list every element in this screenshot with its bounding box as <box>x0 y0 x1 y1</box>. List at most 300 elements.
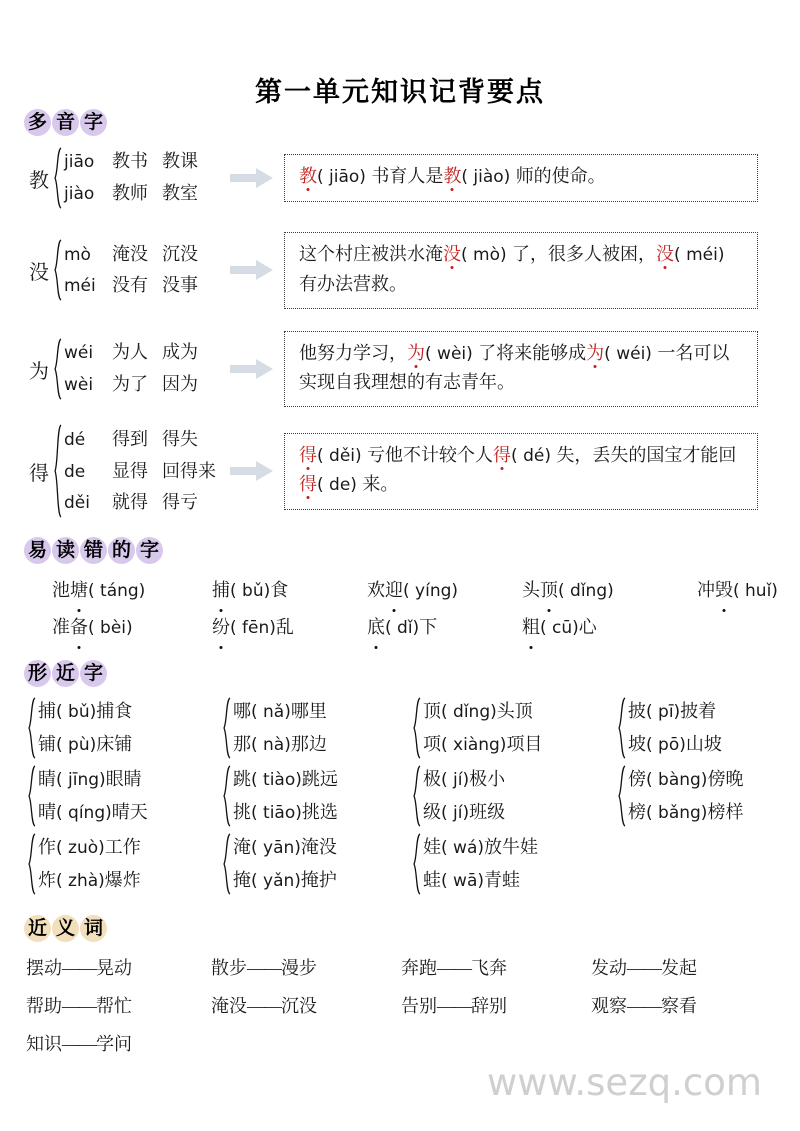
highlight-char: 为 <box>407 342 425 363</box>
jinyici-row <box>26 950 782 988</box>
word-prefix: 冲 <box>697 580 715 601</box>
word-suffix: 乱 <box>275 617 294 638</box>
sentence-text: 他努力学习， <box>299 342 407 363</box>
synonym-left: 摆动 <box>26 958 62 978</box>
synonym-right: 帮忙 <box>96 996 132 1016</box>
dash-separator: —— <box>62 958 96 978</box>
jinyici-header-char: 近 <box>24 915 51 942</box>
yiducuo-item <box>52 609 133 646</box>
duoyinzi-entry <box>0 232 800 309</box>
duoyinzi-line <box>64 239 198 271</box>
word-suffix: 心 <box>578 617 597 638</box>
synonym-right: 辞别 <box>471 996 507 1016</box>
duoyinzi-char: 为 <box>29 360 49 383</box>
xingjinzi-pair <box>411 763 616 829</box>
jinyici-header-char: 义 <box>52 915 79 942</box>
yiducuo-item <box>697 572 778 609</box>
example-word: 得亏 <box>162 492 198 513</box>
section-header-xingjinzi <box>0 660 800 687</box>
jinyici-row <box>26 988 782 1026</box>
xingjinzi-lines <box>38 831 141 897</box>
example-word: 哪里 <box>290 701 327 722</box>
section-header-yiducuo <box>0 537 800 564</box>
duoyinzi-header-char: 音 <box>52 109 79 136</box>
example-word: 教书 <box>112 151 148 172</box>
character: 顶 <box>423 701 441 722</box>
yiducuo-header-char: 字 <box>136 537 163 564</box>
example-word: 眼睛 <box>105 769 142 790</box>
synonym-pair <box>591 988 697 1026</box>
duoyinzi-entry-left <box>26 146 226 210</box>
character: 炸 <box>38 870 56 891</box>
brace-icon <box>52 337 64 401</box>
pinyin: ( zuò) <box>56 838 105 859</box>
duoyinzi-entry <box>0 146 800 210</box>
xingjinzi-lines <box>233 831 337 897</box>
xingjinzi-pair <box>411 831 616 897</box>
dash-separator: —— <box>437 996 471 1016</box>
yiducuo-header-char: 易 <box>24 537 51 564</box>
word-prefix: 头 <box>522 580 540 601</box>
example-word: 头顶 <box>496 701 533 722</box>
duoyinzi-line <box>64 487 216 519</box>
brace-icon <box>616 764 628 828</box>
dash-separator: —— <box>627 958 661 978</box>
character: 那 <box>233 734 251 755</box>
character: 捕 <box>38 701 56 722</box>
xingjinzi-item <box>233 831 337 864</box>
pinyin: ( wèi) <box>425 343 479 364</box>
xingjinzi-item <box>233 695 327 728</box>
example-word: 跳远 <box>301 769 338 790</box>
dash-separator: —— <box>62 1034 96 1054</box>
pinyin: ( nǎ) <box>251 702 291 723</box>
example-word: 榜样 <box>707 802 744 823</box>
duoyinzi-char: 教 <box>29 169 49 192</box>
dash-separator: —— <box>62 996 96 1016</box>
character: 披 <box>628 701 646 722</box>
pinyin: ( yān) <box>251 838 301 859</box>
example-sentence-box <box>284 232 758 309</box>
character: 蛙 <box>423 870 441 891</box>
character: 跳 <box>233 769 251 790</box>
yiducuo-header-char: 的 <box>108 537 135 564</box>
synonym-pair <box>26 988 132 1026</box>
xingjinzi-column <box>26 695 221 899</box>
sentence-text: 失，丢失的国宝才能回 <box>556 444 737 465</box>
character: 傍 <box>628 769 646 790</box>
brace-icon <box>26 696 38 760</box>
pinyin: ( zhà) <box>56 871 105 892</box>
synonym-pair <box>211 988 317 1026</box>
sentence-text: 了将来能够成 <box>478 342 587 363</box>
xingjinzi-lines <box>233 695 327 761</box>
pinyin: wèi <box>64 375 94 396</box>
duoyinzi-line <box>64 337 198 369</box>
brace-icon <box>411 696 423 760</box>
example-word: 极小 <box>469 769 506 790</box>
brace-icon <box>52 238 64 302</box>
pinyin: ( pō) <box>646 735 686 756</box>
brace-icon <box>52 423 64 519</box>
dash-separator: —— <box>437 958 471 978</box>
yiducuo-item <box>522 609 597 646</box>
arrow-right-icon <box>226 168 278 188</box>
synonym-right: 漫步 <box>281 958 317 978</box>
character: 晴 <box>38 802 56 823</box>
xingjinzi-item <box>628 763 743 796</box>
xingjinzi-pair <box>26 831 221 897</box>
arrow-right-icon <box>226 461 278 481</box>
xingjinzi-item <box>38 695 132 728</box>
xingjinzi-body <box>0 695 800 899</box>
pinyin: ( tiāo) <box>251 803 302 824</box>
page-title: 第一单元知识记背要点 <box>255 77 545 108</box>
sentence-text: 师的使命。 <box>515 166 606 187</box>
xingjinzi-lines <box>38 695 132 761</box>
xingjinzi-pair <box>616 763 796 829</box>
xingjinzi-header-char: 形 <box>24 660 51 687</box>
pinyin: ( dǐng) <box>441 702 497 723</box>
duoyinzi-header-char: 字 <box>80 109 107 136</box>
pinyin: jiāo <box>64 152 95 173</box>
character: 极 <box>423 769 441 790</box>
xingjinzi-item <box>38 728 132 761</box>
example-word: 教师 <box>112 183 148 203</box>
sentence-text: 有办法营救。 <box>299 273 407 294</box>
xingjinzi-column <box>411 695 616 899</box>
highlight-char: 为 <box>586 342 605 363</box>
xingjinzi-column <box>616 695 796 899</box>
character: 级 <box>423 802 441 823</box>
character: 娃 <box>423 837 441 858</box>
character: 铺 <box>38 734 56 755</box>
xingjinzi-item <box>233 728 327 761</box>
xingjinzi-lines <box>628 763 743 829</box>
xingjinzi-item <box>423 831 538 864</box>
xingjinzi-pair <box>221 763 411 829</box>
marked-char: 塘 <box>70 572 88 609</box>
yiducuo-header-char: 读 <box>52 537 79 564</box>
duoyinzi-char: 得 <box>29 462 49 485</box>
brace-icon <box>616 696 628 760</box>
brace-icon <box>411 764 423 828</box>
pinyin: ( dé) <box>511 445 557 466</box>
dash-separator: —— <box>627 996 661 1016</box>
synonym-left: 散步 <box>211 958 247 978</box>
highlight-char: 得 <box>299 474 317 495</box>
pinyin: ( qíng) <box>56 803 112 824</box>
xingjinzi-item <box>233 763 338 796</box>
example-sentence-box <box>284 433 758 510</box>
duoyinzi-entry <box>0 331 800 408</box>
sentence-text: 书育人是 <box>371 166 444 187</box>
duoyinzi-lines <box>64 239 198 303</box>
sentence-text: 来。 <box>362 474 399 495</box>
synonym-right: 沉没 <box>281 996 317 1016</box>
example-word: 没事 <box>162 275 198 296</box>
xingjinzi-item <box>628 796 743 829</box>
synonym-right: 发起 <box>661 958 697 978</box>
example-word: 为人 <box>112 342 148 363</box>
marked-char: 捕 <box>212 572 230 609</box>
synonym-left: 知识 <box>26 1034 62 1054</box>
pinyin: ( bǔ) <box>56 702 97 723</box>
synonym-left: 淹没 <box>211 996 247 1016</box>
duoyinzi-lines <box>64 424 216 519</box>
pinyin: ( pī) <box>646 702 681 723</box>
xingjinzi-lines <box>233 763 338 829</box>
yiducuo-body <box>0 572 800 646</box>
pinyin: mò <box>64 244 91 265</box>
pinyin: ( jiào) <box>461 167 516 188</box>
example-word: 为了 <box>112 374 148 395</box>
example-word: 淹没 <box>112 243 148 264</box>
xingjinzi-header-char: 近 <box>52 660 79 687</box>
duoyinzi-line <box>64 424 216 456</box>
pinyin: ( pù) <box>56 735 97 756</box>
jinyici-body <box>0 950 800 1064</box>
yiducuo-item <box>52 572 145 609</box>
xingjinzi-column <box>221 695 411 899</box>
synonym-left: 奔跑 <box>401 958 437 978</box>
pinyin: de <box>64 461 86 482</box>
pinyin: dé <box>64 429 86 450</box>
character: 坡 <box>628 734 646 755</box>
yiducuo-row <box>26 609 782 646</box>
pinyin: ( wéi) <box>604 343 658 364</box>
duoyinzi-line <box>64 270 198 302</box>
pinyin: ( fēn) <box>230 618 276 639</box>
xingjinzi-lines <box>423 695 542 761</box>
example-word: 捕食 <box>96 701 133 722</box>
pinyin: ( bǎng) <box>646 803 708 824</box>
jinyici-header-char: 词 <box>80 915 107 942</box>
example-word: 因为 <box>162 374 198 395</box>
xingjinzi-pair <box>411 695 616 761</box>
xingjinzi-header-char: 字 <box>80 660 107 687</box>
dash-separator: —— <box>247 958 281 978</box>
pinyin: ( jīng) <box>56 770 106 791</box>
pinyin: děi <box>64 493 90 514</box>
word-prefix: 池 <box>52 580 70 601</box>
word-suffix: 下 <box>419 617 438 638</box>
example-word: 得失 <box>162 428 198 449</box>
section-header-jinyici <box>0 915 800 942</box>
watermark: www.sezq.com <box>487 1061 762 1104</box>
marked-char: 顶 <box>540 572 558 609</box>
duoyinzi-char: 没 <box>29 261 49 284</box>
synonym-right: 学问 <box>96 1034 132 1054</box>
brace-icon <box>26 764 38 828</box>
synonym-right: 飞奔 <box>471 958 507 978</box>
word-suffix: 食 <box>270 580 289 601</box>
yiducuo-item <box>212 572 288 609</box>
xingjinzi-pair <box>26 695 221 761</box>
character: 睛 <box>38 769 56 790</box>
xingjinzi-item <box>38 831 141 864</box>
pinyin: ( bǔ) <box>230 581 271 602</box>
duoyinzi-entry-left <box>26 337 226 401</box>
synonym-right: 晃动 <box>96 958 132 978</box>
example-word: 成为 <box>162 342 198 363</box>
sentence-text: 这个村庄被洪水淹 <box>299 244 443 264</box>
xingjinzi-lines <box>423 763 505 829</box>
word-prefix: 欢 <box>367 580 385 601</box>
example-word: 教室 <box>162 183 198 203</box>
xingjinzi-pair <box>616 695 796 761</box>
arrow-right-icon <box>226 260 278 280</box>
marked-char: 粗 <box>522 609 540 646</box>
example-word: 山坡 <box>685 734 722 755</box>
yiducuo-item <box>367 572 458 609</box>
highlight-char: 得 <box>493 444 512 465</box>
dash-separator: —— <box>247 996 281 1016</box>
xingjinzi-item <box>423 695 542 728</box>
synonym-left: 帮助 <box>26 996 62 1016</box>
xingjinzi-item <box>423 763 505 796</box>
example-word: 傍晚 <box>707 769 744 790</box>
sentence-text: 了，很多人被困， <box>512 244 657 264</box>
xingjinzi-columns <box>26 695 782 899</box>
brace-icon <box>221 696 233 760</box>
marked-char: 迎 <box>385 572 403 609</box>
marked-char: 底 <box>367 609 385 646</box>
character: 项 <box>423 734 441 755</box>
xingjinzi-lines <box>628 695 722 761</box>
character: 哪 <box>233 701 251 722</box>
xingjinzi-item <box>233 796 338 829</box>
section-header-duoyinzi <box>0 109 800 136</box>
example-word: 青蛙 <box>484 870 520 891</box>
duoyinzi-line <box>64 456 216 488</box>
duoyinzi-entry-left <box>26 423 226 519</box>
example-word: 教课 <box>162 151 198 172</box>
duoyinzi-body <box>0 146 800 519</box>
example-word: 显得 <box>112 460 148 481</box>
brace-icon <box>52 146 64 210</box>
synonym-pair <box>26 950 132 988</box>
pinyin: ( tiào) <box>251 770 302 791</box>
example-word: 挑选 <box>301 802 338 823</box>
xingjinzi-pair <box>26 763 221 829</box>
pinyin: ( xiàng) <box>441 735 507 756</box>
brace-icon <box>26 832 38 896</box>
pinyin: ( wā) <box>441 871 484 892</box>
example-word: 沉没 <box>162 243 198 264</box>
synonym-pair <box>26 1026 132 1064</box>
pinyin: ( de) <box>317 475 363 496</box>
arrow-right-icon <box>226 359 278 379</box>
example-word: 放牛娃 <box>484 837 538 858</box>
yiducuo-item <box>212 609 294 646</box>
xingjinzi-lines <box>423 831 538 897</box>
example-word: 就得 <box>112 492 148 513</box>
marked-char: 纷 <box>212 609 230 646</box>
synonym-left: 观察 <box>591 996 627 1016</box>
pinyin: ( táng) <box>88 581 146 602</box>
duoyinzi-header-char: 多 <box>24 109 51 136</box>
pinyin: jiào <box>64 184 95 204</box>
xingjinzi-item <box>628 728 722 761</box>
pinyin: ( dǐng) <box>558 581 614 602</box>
pinyin: wéi <box>64 343 94 364</box>
sentence-text: 亏他不计较个人 <box>367 444 494 465</box>
pinyin: ( bèi) <box>88 618 133 639</box>
example-word: 班级 <box>469 802 506 823</box>
example-word: 晴天 <box>111 802 148 823</box>
character: 淹 <box>233 837 251 858</box>
pinyin: ( méi) <box>674 245 725 265</box>
example-word: 爆炸 <box>104 870 141 891</box>
xingjinzi-item <box>38 763 148 796</box>
character: 挑 <box>233 802 251 823</box>
marked-char: 毁 <box>715 572 733 609</box>
synonym-left: 告别 <box>401 996 437 1016</box>
brace-icon <box>411 832 423 896</box>
pinyin: ( děi) <box>317 445 368 466</box>
pinyin: ( nà) <box>251 735 291 756</box>
xingjinzi-item <box>423 796 505 829</box>
pinyin: ( wá) <box>441 838 484 859</box>
synonym-left: 发动 <box>591 958 627 978</box>
brace-icon <box>221 832 233 896</box>
highlight-char: 没 <box>656 244 675 264</box>
yiducuo-row <box>26 572 782 609</box>
pinyin: ( huǐ) <box>733 581 778 602</box>
duoyinzi-line <box>64 369 198 401</box>
xingjinzi-item <box>423 864 538 897</box>
highlight-char: 没 <box>443 244 461 264</box>
pinyin: ( cū) <box>540 618 579 639</box>
yiducuo-item <box>522 572 614 609</box>
character: 掩 <box>233 870 251 891</box>
yiducuo-item <box>367 609 437 646</box>
highlight-char: 教 <box>299 166 317 187</box>
example-word: 那边 <box>290 734 327 755</box>
example-word: 项目 <box>506 734 543 755</box>
sentence-text: 一名可以实现自我理想的有志青年。 <box>299 342 730 393</box>
character: 榜 <box>628 802 646 823</box>
xingjinzi-pair <box>221 695 411 761</box>
example-word: 得到 <box>112 428 148 449</box>
pinyin: ( yíng) <box>403 581 459 602</box>
duoyinzi-lines <box>64 337 198 401</box>
pinyin: ( mò) <box>461 245 513 265</box>
pinyin: ( jiāo) <box>317 167 372 188</box>
duoyinzi-line <box>64 178 198 210</box>
brace-icon <box>221 764 233 828</box>
xingjinzi-item <box>423 728 542 761</box>
pinyin: ( dǐ) <box>385 618 420 639</box>
jinyici-row <box>26 1026 782 1064</box>
pinyin: méi <box>64 276 96 297</box>
synonym-pair <box>401 988 507 1026</box>
highlight-char: 教 <box>443 166 462 187</box>
synonym-pair <box>591 950 697 988</box>
duoyinzi-entry-left <box>26 238 226 302</box>
pinyin: ( jí) <box>441 770 470 791</box>
example-word: 淹没 <box>300 837 337 858</box>
example-sentence-box <box>284 154 758 202</box>
marked-char: 备 <box>70 609 88 646</box>
yiducuo-header-char: 错 <box>80 537 107 564</box>
xingjinzi-lines <box>38 763 148 829</box>
example-word: 掩护 <box>300 870 337 891</box>
pinyin: ( bàng) <box>646 770 708 791</box>
pinyin: ( yǎn) <box>251 871 301 892</box>
example-word: 披着 <box>680 701 717 722</box>
